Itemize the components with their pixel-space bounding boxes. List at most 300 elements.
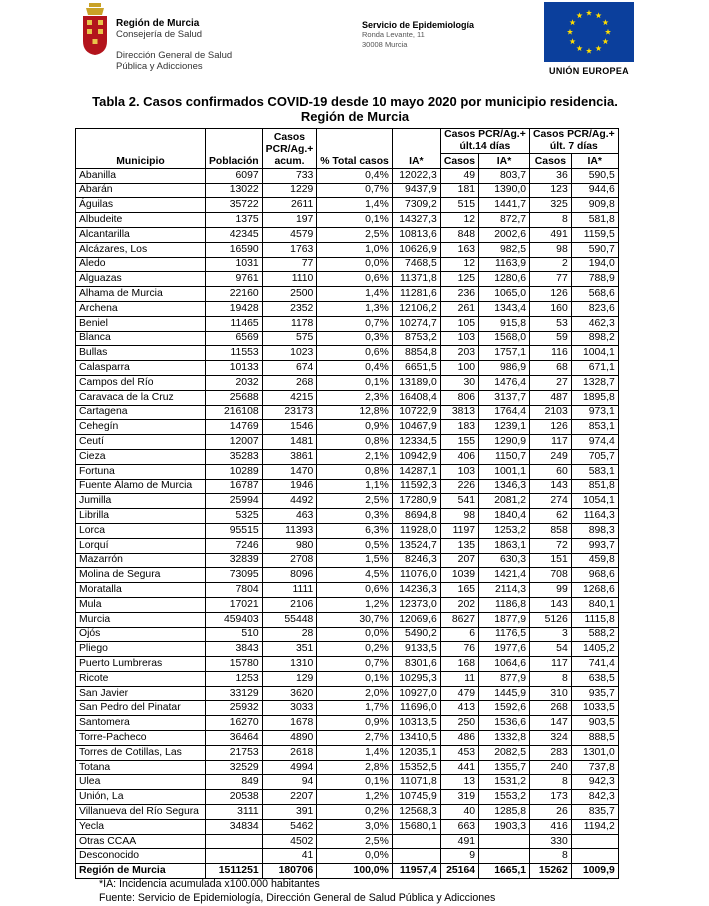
table-cell: 8 <box>530 849 572 864</box>
table-cell: 12334,5 <box>392 435 440 450</box>
table-cell: 1,4% <box>317 745 393 760</box>
table-cell: 1445,9 <box>479 686 530 701</box>
cell-municipio: Beniel <box>76 316 206 331</box>
table-cell: 94 <box>262 775 317 790</box>
cell-municipio: Blanca <box>76 331 206 346</box>
table-cell: 226 <box>440 479 478 494</box>
table-cell: 973,1 <box>571 405 618 420</box>
table-cell: 5462 <box>262 819 317 834</box>
table-cell: 197 <box>262 213 317 228</box>
table-cell: 733 <box>262 168 317 183</box>
cell-municipio: Calasparra <box>76 361 206 376</box>
table-cell: 1895,8 <box>571 390 618 405</box>
table-cell: 41 <box>262 849 317 864</box>
table-cell: 249 <box>530 449 572 464</box>
table-cell: 1194,2 <box>571 819 618 834</box>
table-cell: 898,3 <box>571 523 618 538</box>
table-cell: 3 <box>530 627 572 642</box>
table-cell: 6569 <box>206 331 263 346</box>
table-cell: 630,3 <box>479 553 530 568</box>
table-cell: 1,4% <box>317 287 393 302</box>
table-cell: 60 <box>530 464 572 479</box>
cell-municipio: Fuente Álamo de Murcia <box>76 479 206 494</box>
table-cell: 8694,8 <box>392 509 440 524</box>
table-cell: 27 <box>530 375 572 390</box>
cell-municipio: Totana <box>76 760 206 775</box>
table-cell: 0,9% <box>317 716 393 731</box>
table-cell: 737,8 <box>571 760 618 775</box>
table-title-line-1: Tabla 2. Casos confirmados COVID-19 desde 10 mayo 2020 por municipio residencia. <box>92 94 618 109</box>
table-row <box>76 257 619 272</box>
table-cell: 788,9 <box>571 272 618 287</box>
table-cell: 3813 <box>440 405 478 420</box>
table-cell: 40 <box>440 805 478 820</box>
table-cell: 1553,2 <box>479 790 530 805</box>
table-cell: 21753 <box>206 745 263 760</box>
table-cell: 3861 <box>262 449 317 464</box>
table-cell: 11281,6 <box>392 287 440 302</box>
table-row <box>76 168 619 183</box>
table-cell: 0,6% <box>317 346 393 361</box>
table-cell: 1536,6 <box>479 716 530 731</box>
table-cell: 62 <box>530 509 572 524</box>
table-cell: 2081,2 <box>479 494 530 509</box>
table-row <box>76 834 619 849</box>
table-cell: 42345 <box>206 227 263 242</box>
table-cell: 674 <box>262 361 317 376</box>
table-cell: 541 <box>440 494 478 509</box>
header-pct-total: % Total casos <box>317 129 393 169</box>
direccion-line-1: Dirección General de Salud <box>116 50 233 61</box>
table-cell: 909,8 <box>571 198 618 213</box>
table-cell: 17280,9 <box>392 494 440 509</box>
table-cell: 12022,3 <box>392 168 440 183</box>
table-cell: 135 <box>440 538 478 553</box>
table-cell: 1,1% <box>317 479 393 494</box>
table-row <box>76 183 619 198</box>
cell-municipio: Caravaca de la Cruz <box>76 390 206 405</box>
cell-municipio: Alhama de Murcia <box>76 287 206 302</box>
table-row <box>76 301 619 316</box>
table-cell: 2352 <box>262 301 317 316</box>
servicio-block <box>362 20 474 50</box>
table-cell: 1511251 <box>206 864 263 879</box>
table-cell: 14769 <box>206 420 263 435</box>
table-cell: 76 <box>440 642 478 657</box>
page-header <box>0 0 709 92</box>
table-cell: 2106 <box>262 597 317 612</box>
table-cell: 207 <box>440 553 478 568</box>
table-cell: 73095 <box>206 568 263 583</box>
table-cell: 13 <box>440 775 478 790</box>
table-row <box>76 701 619 716</box>
table-cell: 588,2 <box>571 627 618 642</box>
table-cell: 240 <box>530 760 572 775</box>
table-cell: 1110 <box>262 272 317 287</box>
table-cell: 3,0% <box>317 819 393 834</box>
table-cell: 491 <box>530 227 572 242</box>
table-cell: 0,7% <box>317 316 393 331</box>
table-cell: 98 <box>530 242 572 257</box>
header-ia-14: IA* <box>479 154 530 169</box>
table-cell: 1239,1 <box>479 420 530 435</box>
table-cell: 15262 <box>530 864 572 879</box>
table-cell: 5325 <box>206 509 263 524</box>
cell-municipio: Alcázares, Los <box>76 242 206 257</box>
table-cell: 853,1 <box>571 420 618 435</box>
table-row <box>76 553 619 568</box>
table-cell: 173 <box>530 790 572 805</box>
header-group-14-line-2: últ.14 días <box>459 141 511 152</box>
table-cell: 806 <box>440 390 478 405</box>
table-cell: 8301,6 <box>392 657 440 672</box>
table-cell: 11371,8 <box>392 272 440 287</box>
table-cell: 872,7 <box>479 213 530 228</box>
table-cell: 95515 <box>206 523 263 538</box>
table-cell: 10942,9 <box>392 449 440 464</box>
table-cell: 117 <box>530 435 572 450</box>
table-cell: 459,8 <box>571 553 618 568</box>
cell-municipio: Lorquí <box>76 538 206 553</box>
cell-municipio: Unión, La <box>76 790 206 805</box>
table-cell: 2,1% <box>317 449 393 464</box>
table-cell: 11465 <box>206 316 263 331</box>
table-cell: 1441,7 <box>479 198 530 213</box>
table-cell: 10722,9 <box>392 405 440 420</box>
table-cell: 638,5 <box>571 671 618 686</box>
address-line-2: 30008 Murcia <box>362 40 408 49</box>
table-cell: 581,8 <box>571 213 618 228</box>
table-cell: 575 <box>262 331 317 346</box>
eu-star-icon <box>586 48 592 54</box>
table-cell: 944,6 <box>571 183 618 198</box>
table-cell: 463 <box>262 509 317 524</box>
table-cell: 126 <box>530 287 572 302</box>
table-cell: 1405,2 <box>571 642 618 657</box>
table-cell: 59 <box>530 331 572 346</box>
table-cell: 2082,5 <box>479 745 530 760</box>
table-cell: 1033,5 <box>571 701 618 716</box>
table-cell: 168 <box>440 657 478 672</box>
table-row <box>76 494 619 509</box>
table-cell: 181 <box>440 183 478 198</box>
table-cell: 2114,3 <box>479 583 530 598</box>
table-row <box>76 760 619 775</box>
table-cell: 1592,6 <box>479 701 530 716</box>
cell-municipio: Ceutí <box>76 435 206 450</box>
table-cell: 5126 <box>530 612 572 627</box>
table-cell: 2,5% <box>317 494 393 509</box>
cell-municipio: Yecla <box>76 819 206 834</box>
table-cell: 2500 <box>262 287 317 302</box>
footnotes <box>99 877 495 905</box>
table-row <box>76 242 619 257</box>
table-cell: 1186,8 <box>479 597 530 612</box>
table-row <box>76 583 619 598</box>
table-cell: 1,2% <box>317 597 393 612</box>
cases-table-wrapper <box>75 128 619 879</box>
eu-star-icon <box>602 19 608 25</box>
table-cell <box>479 834 530 849</box>
table-row <box>76 420 619 435</box>
table-cell: 100,0% <box>317 864 393 879</box>
table-cell: 986,9 <box>479 361 530 376</box>
table-cell: 1421,4 <box>479 568 530 583</box>
cell-municipio: Librilla <box>76 509 206 524</box>
table-cell: 903,5 <box>571 716 618 731</box>
table-cell: 2002,6 <box>479 227 530 242</box>
table-cell: 848 <box>440 227 478 242</box>
table-cell <box>392 834 440 849</box>
table-cell: 14287,1 <box>392 464 440 479</box>
table-cell: 4492 <box>262 494 317 509</box>
eu-flag-icon <box>544 2 634 62</box>
region-crest-icon <box>81 3 109 55</box>
table-cell: 35722 <box>206 198 263 213</box>
table-cell: 2,7% <box>317 731 393 746</box>
table-cell: 1253 <box>206 671 263 686</box>
table-cell: 453 <box>440 745 478 760</box>
header-ia-7: IA* <box>571 154 618 169</box>
table-cell: 53 <box>530 316 572 331</box>
table-cell: 36 <box>530 168 572 183</box>
table-cell: 1001,1 <box>479 464 530 479</box>
table-cell: 1285,8 <box>479 805 530 820</box>
eu-label: UNIÓN EUROPEA <box>549 66 629 76</box>
table-cell: 1877,9 <box>479 612 530 627</box>
table-cell: 1665,1 <box>479 864 530 879</box>
table-cell: 10626,9 <box>392 242 440 257</box>
table-cell: 1346,3 <box>479 479 530 494</box>
eu-star-icon <box>595 12 601 18</box>
table-cell: 25994 <box>206 494 263 509</box>
header-group-14-line-1: Casos PCR/Ag.+ <box>444 129 526 140</box>
table-row <box>76 361 619 376</box>
region-text <box>116 18 232 72</box>
cell-municipio: Región de Murcia <box>76 864 206 879</box>
table-cell: 11071,8 <box>392 775 440 790</box>
cell-municipio: Abanilla <box>76 168 206 183</box>
table-cell: 0,9% <box>317 420 393 435</box>
table-cell: 1390,0 <box>479 183 530 198</box>
table-cell: 19428 <box>206 301 263 316</box>
table-cell: 98 <box>440 509 478 524</box>
table-cell: 583,1 <box>571 464 618 479</box>
table-cell: 441 <box>440 760 478 775</box>
table-cell: 143 <box>530 479 572 494</box>
footnote-source: Fuente: Servicio de Epidemiología, Dirección General de Salud Pública y Adicciones <box>99 892 496 904</box>
cell-municipio: San Pedro del Pinatar <box>76 701 206 716</box>
table-cell: 16787 <box>206 479 263 494</box>
table-cell: 11696,0 <box>392 701 440 716</box>
header-group-7-line-1: Casos PCR/Ag.+ <box>533 129 615 140</box>
table-cell: 671,1 <box>571 361 618 376</box>
header-poblacion: Población <box>206 129 263 169</box>
table-cell: 1164,3 <box>571 509 618 524</box>
direccion-line-2: Pública y Adicciones <box>116 61 203 72</box>
header-casos-7: Casos <box>530 154 572 169</box>
table-cell: 1,0% <box>317 242 393 257</box>
table-cell: 877,9 <box>479 671 530 686</box>
table-cell: 12 <box>440 257 478 272</box>
table-cell: 416 <box>530 819 572 834</box>
table-cell: 968,6 <box>571 568 618 583</box>
table-row <box>76 612 619 627</box>
cell-municipio: Albudeite <box>76 213 206 228</box>
table-cell: 2708 <box>262 553 317 568</box>
table-cell: 11 <box>440 671 478 686</box>
table-cell: 68 <box>530 361 572 376</box>
table-cell: 15352,5 <box>392 760 440 775</box>
table-cell: 72 <box>530 538 572 553</box>
table-cell: 12007 <box>206 435 263 450</box>
table-cell: 1531,2 <box>479 775 530 790</box>
header-group-7-line-2: últ. 7 días <box>549 141 598 152</box>
table-cell: 36464 <box>206 731 263 746</box>
table-cell: 888,5 <box>571 731 618 746</box>
table-cell: 163 <box>440 242 478 257</box>
table-cell: 1039 <box>440 568 478 583</box>
table-cell: 491 <box>440 834 478 849</box>
table-row <box>76 597 619 612</box>
table-cell: 4,5% <box>317 568 393 583</box>
table-row <box>76 745 619 760</box>
table-row <box>76 642 619 657</box>
table-cell: 13189,0 <box>392 375 440 390</box>
table-cell: 935,7 <box>571 686 618 701</box>
table-cell: 143 <box>530 597 572 612</box>
table-cell: 12069,6 <box>392 612 440 627</box>
table-cell: 25932 <box>206 701 263 716</box>
table-cell: 116 <box>530 346 572 361</box>
table-cell: 11592,3 <box>392 479 440 494</box>
table-cell: 6 <box>440 627 478 642</box>
eu-star-icon <box>570 38 576 44</box>
cell-municipio: Bullas <box>76 346 206 361</box>
table-cell: 823,6 <box>571 301 618 316</box>
table-cell: 487 <box>530 390 572 405</box>
cell-municipio: Ojós <box>76 627 206 642</box>
table-cell: 236 <box>440 287 478 302</box>
table-cell: 12568,3 <box>392 805 440 820</box>
table-cell: 1009,9 <box>571 864 618 879</box>
table-cell: 1863,1 <box>479 538 530 553</box>
table-cell: 406 <box>440 449 478 464</box>
table-cell: 16270 <box>206 716 263 731</box>
cell-municipio: Aledo <box>76 257 206 272</box>
table-row <box>76 790 619 805</box>
table-row <box>76 686 619 701</box>
table-cell: 10745,9 <box>392 790 440 805</box>
table-cell: 324 <box>530 731 572 746</box>
cell-municipio: Desconocido <box>76 849 206 864</box>
table-cell: 9437,9 <box>392 183 440 198</box>
table-cell: 194,0 <box>571 257 618 272</box>
table-cell: 6097 <box>206 168 263 183</box>
table-row <box>76 405 619 420</box>
header-casos-14: Casos <box>440 154 478 169</box>
table-row <box>76 731 619 746</box>
table-cell: 1054,1 <box>571 494 618 509</box>
table-cell: 0,2% <box>317 642 393 657</box>
table-cell: 3033 <box>262 701 317 716</box>
table-cell: 0,7% <box>317 183 393 198</box>
table-cell <box>206 834 263 849</box>
table-cell: 849 <box>206 775 263 790</box>
table-cell: 1159,5 <box>571 227 618 242</box>
table-cell: 4890 <box>262 731 317 746</box>
table-cell: 151 <box>530 553 572 568</box>
table-cell: 155 <box>440 435 478 450</box>
cell-municipio: Moratalla <box>76 583 206 598</box>
table-cell: 203 <box>440 346 478 361</box>
table-cell: 22160 <box>206 287 263 302</box>
table-cell: 12 <box>440 213 478 228</box>
table-title <box>40 94 670 124</box>
table-cell: 0,4% <box>317 361 393 376</box>
cell-municipio: Alcantarilla <box>76 227 206 242</box>
table-cell: 9761 <box>206 272 263 287</box>
table-cell: 330 <box>530 834 572 849</box>
table-cell: 0,0% <box>317 627 393 642</box>
table-cell: 1481 <box>262 435 317 450</box>
cell-municipio: Abarán <box>76 183 206 198</box>
table-cell: 1150,7 <box>479 449 530 464</box>
cell-municipio: Cehegín <box>76 420 206 435</box>
table-cell: 1764,4 <box>479 405 530 420</box>
table-cell: 7309,2 <box>392 198 440 213</box>
table-cell: 165 <box>440 583 478 598</box>
table-cell: 0,2% <box>317 805 393 820</box>
table-cell: 462,3 <box>571 316 618 331</box>
table-cell: 1568,0 <box>479 331 530 346</box>
table-cell: 1253,2 <box>479 523 530 538</box>
table-row <box>76 849 619 864</box>
table-cell: 7246 <box>206 538 263 553</box>
table-cell: 9 <box>440 849 478 864</box>
table-cell: 32839 <box>206 553 263 568</box>
table-cell: 4502 <box>262 834 317 849</box>
table-cell: 351 <box>262 642 317 657</box>
table-cell <box>571 834 618 849</box>
table-cell: 274 <box>530 494 572 509</box>
table-cell: 160 <box>530 301 572 316</box>
table-cell: 126 <box>530 420 572 435</box>
table-cell: 35283 <box>206 449 263 464</box>
table-cell: 1301,0 <box>571 745 618 760</box>
table-row <box>76 449 619 464</box>
table-cell: 0,4% <box>317 168 393 183</box>
table-cell: 1280,6 <box>479 272 530 287</box>
table-cell: 0,0% <box>317 849 393 864</box>
table-cell: 11393 <box>262 523 317 538</box>
table-cell: 1064,6 <box>479 657 530 672</box>
table-cell: 250 <box>440 716 478 731</box>
table-row <box>76 198 619 213</box>
table-cell: 1111 <box>262 583 317 598</box>
table-cell: 99 <box>530 583 572 598</box>
table-cell: 486 <box>440 731 478 746</box>
cell-municipio: Molina de Segura <box>76 568 206 583</box>
table-cell: 0,0% <box>317 257 393 272</box>
table-row <box>76 346 619 361</box>
table-cell: 590,5 <box>571 168 618 183</box>
consejeria: Consejería de Salud <box>116 29 203 40</box>
cell-municipio: Pliego <box>76 642 206 657</box>
cell-municipio: Torres de Cotillas, Las <box>76 745 206 760</box>
table-row <box>76 287 619 302</box>
table-cell: 16590 <box>206 242 263 257</box>
